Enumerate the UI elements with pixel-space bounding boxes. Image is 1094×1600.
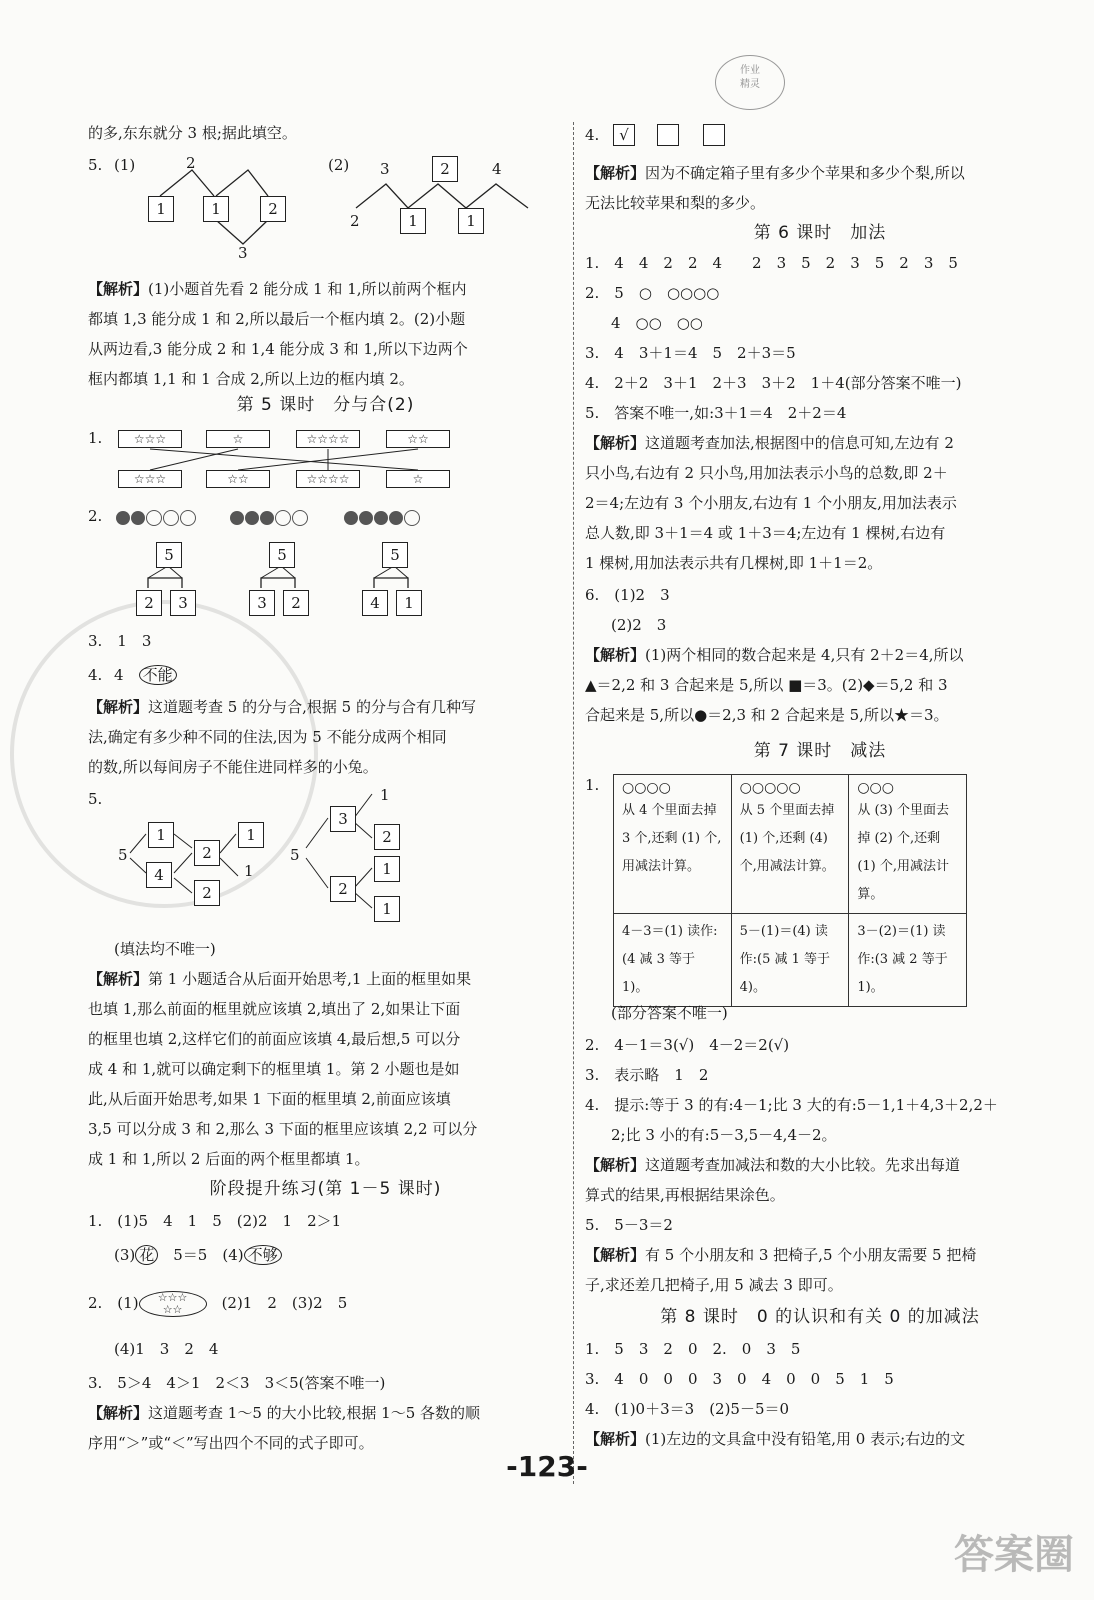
tree-leaf: 3 [249, 590, 275, 616]
analysis-line: 【解析】(1)左边的文具盒中没有铅笔,用 0 表示;右边的文 [585, 1430, 966, 1448]
answer-box: 1 [458, 208, 484, 234]
analysis-line: 法,确定有多少种不同的住法,因为 5 不能分成两个相同 [88, 728, 447, 746]
page-number: -123- [506, 1450, 588, 1483]
answer-line: 2. 4－1＝3(√) 4－2＝2(√) [585, 1036, 790, 1054]
answer-box: 3 [330, 806, 356, 832]
circle-icon: ○○○○ [622, 780, 671, 796]
star-box: ☆ [386, 470, 450, 488]
answer-line: 5. 答案不唯一,如:3＋1＝4 2＋2＝4 [585, 404, 847, 422]
analysis-line: 无法比较苹果和梨的多少。 [585, 194, 766, 212]
note: (部分答案不唯一) [611, 1004, 728, 1022]
answer-line: 3. 表示略 1 2 [585, 1066, 709, 1084]
answer-line: 1. 5 3 2 0 2. 0 3 5 [585, 1340, 801, 1358]
star-box: ☆☆☆☆ [296, 430, 360, 448]
number: 3 [238, 244, 248, 262]
analysis-line: 成 4 和 1,就可以确定剩下的框里填 1。第 2 小题也是如 [88, 1060, 460, 1078]
root-number: 5 [118, 846, 128, 864]
answer-box: 1 [203, 196, 229, 222]
answer-line: 2. 5 ○ ○○○○ [585, 284, 720, 302]
analysis-line: 只小鸟,右边有 2 只小鸟,用加法表示小鸟的总数,即 2＋ [585, 464, 948, 482]
number: 2 [186, 154, 196, 172]
analysis-line: 1 棵树,用加法表示共有几棵树,即 1＋1＝2。 [585, 554, 883, 572]
answer-line: (2)2 3 [611, 616, 667, 634]
analysis-line: 合起来是 5,所以●＝2,3 和 2 合起来是 5,所以★＝3。 [585, 706, 949, 724]
number: 1 [380, 786, 390, 804]
answer-line: (4)1 3 2 4 [114, 1340, 219, 1358]
tree-root: 5 [382, 542, 408, 568]
tree-root: 5 [269, 542, 295, 568]
answer-box: 2 [194, 840, 220, 866]
root-number: 5 [290, 846, 300, 864]
answer-line: 3. 5＞4 4＞1 2＜3 3＜5(答案不唯一) [88, 1374, 386, 1392]
answer-box: 2 [374, 824, 400, 850]
analysis-line: 【解析】这道题考查加法,根据图中的信息可知,左边有 2 [585, 434, 954, 452]
answer-line: 4. (1)0＋3＝3 (2)5－5＝0 [585, 1400, 790, 1418]
number: 1 [244, 862, 254, 880]
analysis-line: 此,从后面开始思考,如果 1 下面的框里填 2,前面应该填 [88, 1090, 451, 1108]
analysis-line: 的框里也填 2,这样它们的前面应该填 4,最后想,5 可以分 [88, 1030, 461, 1048]
answer-line: 3. 4 0 0 0 3 0 4 0 0 5 1 5 [585, 1370, 894, 1388]
table-cell: 4－3＝(1) 读作:(4 减 3 等于 1)。 [614, 914, 732, 1007]
section-heading: 第 7 课时 减法 [753, 741, 887, 761]
analysis-line: 成 1 和 1,所以 2 后面的两个框里都填 1。 [88, 1150, 370, 1168]
number: 2 [350, 212, 360, 230]
analysis-line: 【解析】因为不确定箱子里有多少个苹果和多少个梨,所以 [585, 164, 965, 182]
analysis-line: 2＝4;左边有 3 个小朋友,右边有 1 个小朋友,用加法表示 [585, 494, 957, 512]
answer-line: 4. [585, 126, 600, 144]
section-heading: 第 8 课时 0 的认识和有关 0 的加减法 [660, 1307, 980, 1327]
analysis-line: 【解析】第 1 小题适合从后面开始思考,1 上面的框里如果 [88, 970, 472, 988]
answer-line: (3) 花 5＝5 (4) 不够 [88, 1240, 282, 1270]
star-box: ☆☆☆☆ [296, 470, 360, 488]
answer-line: 2. (1) ☆☆☆ ☆☆ (2)1 2 (3)2 5 [88, 1291, 348, 1316]
answer-box: 1 [374, 856, 400, 882]
answer-box: 1 [400, 208, 426, 234]
analysis-line: 【解析】这道题考查 1～5 的大小比较,根据 1～5 各数的顺 [88, 1404, 481, 1422]
analysis-line: 的数,所以每间房子不能住进同样多的小兔。 [88, 758, 378, 776]
publisher-logo: 作业 精灵 [715, 55, 785, 110]
answer-line: 1. (1)5 4 1 5 (2)2 1 2＞1 [88, 1212, 342, 1230]
answer-box: 1 [238, 822, 264, 848]
section-heading: 第 6 课时 加法 [753, 223, 887, 243]
tree-leaf: 2 [283, 590, 309, 616]
section-heading: 第 5 课时 分与合(2) [236, 395, 415, 415]
answer-box: 2 [260, 196, 286, 222]
check-box [703, 124, 725, 146]
analysis-line: 都填 1,3 能分成 1 和 2,所以最后一个框内填 2。(2)小题 [88, 310, 466, 328]
tree-leaf: 4 [362, 590, 388, 616]
analysis-line: 【解析】这道题考查加减法和数的大小比较。先求出每道 [585, 1156, 961, 1174]
question-number: 2. [88, 507, 103, 525]
question-number: 5. (1) [88, 156, 136, 174]
check-box: √ [613, 124, 635, 146]
answer-box: 1 [374, 896, 400, 922]
table-cell: 3－(2)＝(1) 读作:(3 减 2 等于 1)。 [849, 914, 967, 1007]
section-heading: 阶段提升练习(第 1－5 课时) [209, 1179, 442, 1199]
analysis-line: 序用“＞”或“＜”写出四个不同的式子即可。 [88, 1434, 374, 1452]
star-box: ☆☆☆ [118, 470, 182, 488]
question-number: 1. [88, 429, 103, 447]
star-box: ☆☆ [386, 430, 450, 448]
table-cell: 5－(1)＝(4) 读作:(5 减 1 等于 4)。 [731, 914, 849, 1007]
star-box: ☆ [206, 430, 270, 448]
tree-leaf: 1 [396, 590, 422, 616]
analysis-line: 【解析】有 5 个小朋友和 3 把椅子,5 个小朋友需要 5 把椅 [585, 1246, 977, 1264]
check-box [657, 124, 679, 146]
analysis-line: 3,5 可以分成 3 和 2,那么 3 下面的框里应该填 2,2 可以分 [88, 1120, 478, 1138]
answer-box: 1 [148, 822, 174, 848]
tree-leaf: 3 [170, 590, 196, 616]
number: 3 [380, 160, 390, 178]
analysis-line: 【解析】(1)小题首先看 2 能分成 1 和 1,所以前两个框内 [88, 280, 467, 298]
column-divider [573, 122, 574, 1484]
question-number: 1. [585, 776, 600, 794]
answer-line: 4. 4 不能 [88, 660, 177, 690]
answer-box: 4 [146, 862, 172, 888]
answer-line: 4. 2＋2 3＋1 2＋3 3＋2 1＋4(部分答案不唯一) [585, 374, 962, 392]
analysis-line: 【解析】(1)两个相同的数合起来是 4,只有 2＋2＝4,所以 [585, 646, 964, 664]
answer-line: 2;比 3 小的有:5－3,5－4,4－2。 [611, 1126, 837, 1144]
analysis-line: 【解析】这道题考查 5 的分与合,根据 5 的分与合有几种写 [88, 698, 476, 716]
circle-icon: ○○○○○ [739, 780, 801, 796]
branch-lines [88, 118, 563, 938]
cell-text: 从 4 个里面去掉 3 个,还剩 (1) 个,用减法计算。 [622, 803, 722, 874]
answer-line: 4. 提示:等于 3 的有:4－1;比 3 大的有:5－1,1＋4,3＋2,2＋ [585, 1096, 998, 1114]
question-number: 5. [88, 790, 103, 808]
answer-line: 3. 1 3 [88, 632, 152, 650]
table-cell [614, 775, 732, 914]
analysis-line: 也填 1,那么前面的框里就应该填 2,填出了 2,如果让下面 [88, 1000, 461, 1018]
answer-box: 2 [194, 880, 220, 906]
text-line: 的多,东东就分 3 根;据此填空。 [88, 124, 297, 142]
answer-line: 6. (1)2 3 [585, 586, 670, 604]
analysis-line: 从两边看,3 能分成 2 和 1,4 能分成 3 和 1,所以下边两个 [88, 340, 468, 358]
analysis-line: ▲＝2,2 和 3 合起来是 5,所以 ■＝3。(2)◆＝5,2 和 3 [585, 676, 948, 694]
cell-text: 从 (3) 个里面去掉 (2) 个,还剩 (1) 个,用减法计算。 [857, 803, 949, 902]
subtraction-table [613, 774, 967, 1007]
analysis-line: 框内都填 1,1 和 1 合成 2,所以上边的框内填 2。 [88, 370, 414, 388]
star-box: ☆☆☆ [118, 430, 182, 448]
watermark: 答案圈 [954, 1532, 1074, 1578]
analysis-line: 子,求还差几把椅子,用 5 减去 3 即可。 [585, 1276, 843, 1294]
tree-leaf: 2 [136, 590, 162, 616]
analysis-line: 总人数,即 3＋1＝4 或 1＋3＝4;左边有 1 棵树,右边有 [585, 524, 946, 542]
note: (填法均不唯一) [114, 940, 216, 958]
answer-box: 2 [432, 156, 458, 182]
table-cell [849, 775, 967, 914]
star-box: ☆☆ [206, 470, 270, 488]
answer-box: 2 [330, 876, 356, 902]
table-cell [731, 775, 849, 914]
tree-root: 5 [156, 542, 182, 568]
answer-line: 1. 4 4 2 2 4 2 3 5 2 3 5 2 3 5 [585, 254, 958, 272]
answer-line: 3. 4 3＋1＝4 5 2＋3＝5 [585, 344, 796, 362]
answer-box: 1 [148, 196, 174, 222]
circle-icon: ○○○ [857, 780, 894, 796]
answer-line: 4 ○○ ○○ [611, 314, 703, 332]
answer-line: 5. 5－3＝2 [585, 1216, 673, 1234]
question-part-label: (2) [328, 156, 350, 174]
analysis-line: 算式的结果,再根据结果涂色。 [585, 1186, 785, 1204]
cell-text: 从 5 个里面去掉 (1) 个,还剩 (4) 个,用减法计算。 [739, 803, 835, 874]
number: 4 [492, 160, 502, 178]
